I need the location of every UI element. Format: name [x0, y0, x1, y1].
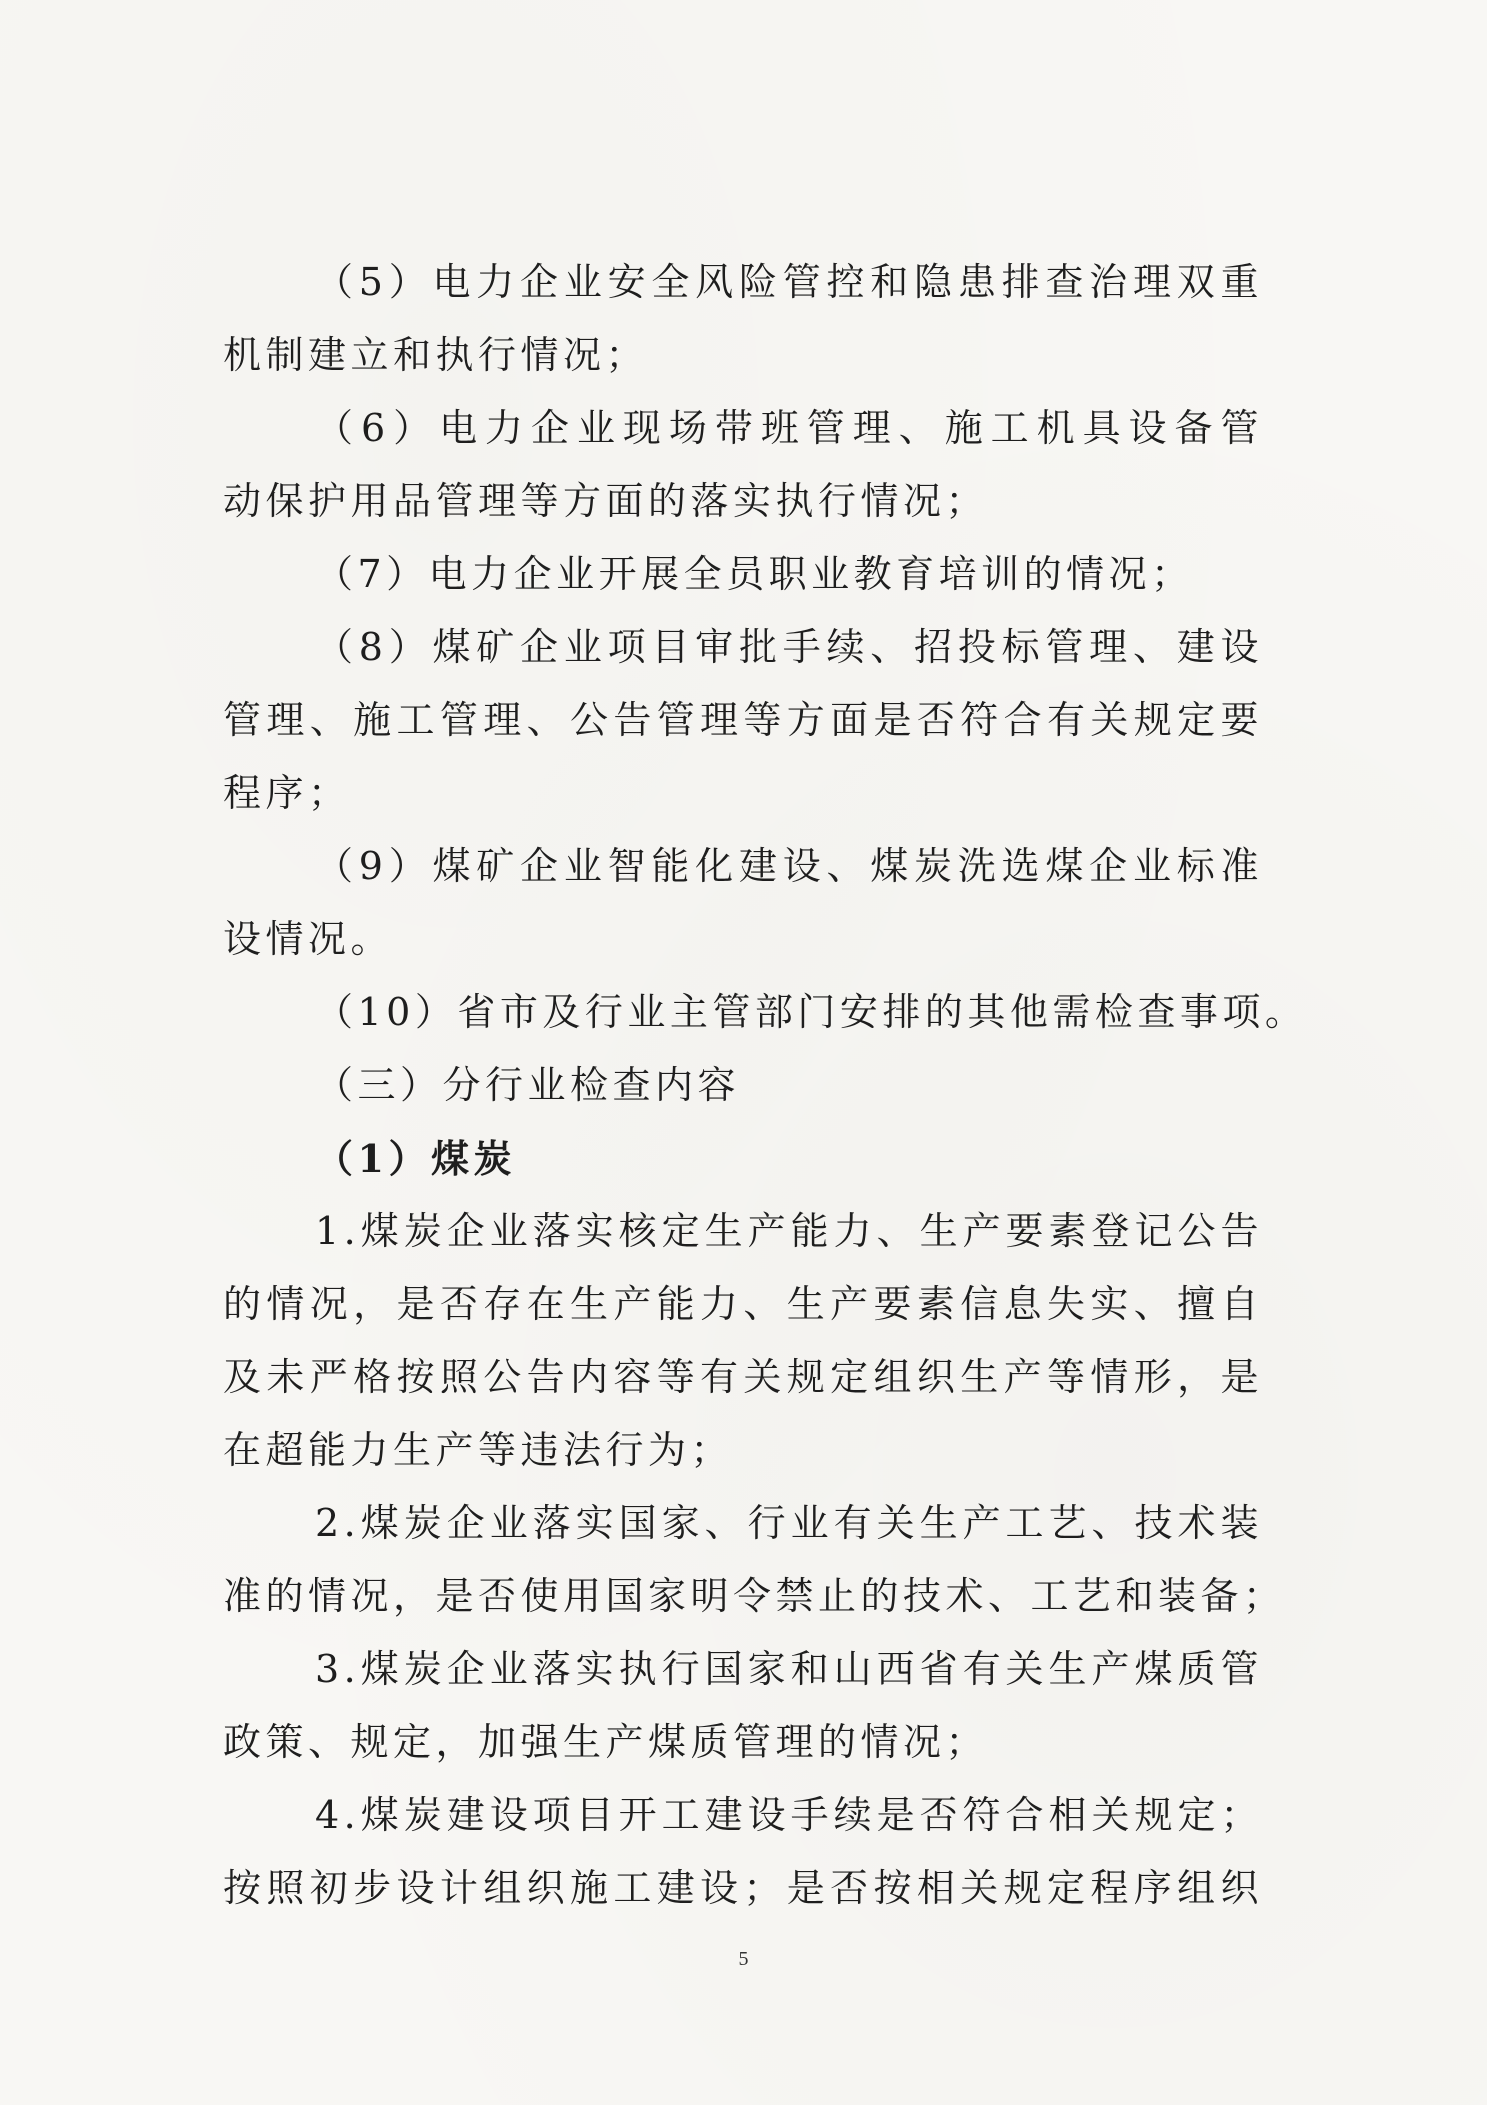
section-heading: （三）分行业检查内容	[315, 1063, 741, 1107]
paragraph-line: 程序；	[223, 771, 351, 815]
paragraph-line: 4.煤炭建设项目开工建设手续是否符合相关规定；	[315, 1793, 1263, 1837]
subsection-heading: （1）煤炭	[315, 1136, 516, 1181]
paragraph-line: （7）电力企业开展全员职业教育培训的情况；	[315, 552, 1194, 596]
paragraph-line: 在超能力生产等违法行为；	[223, 1428, 734, 1472]
paragraph-line: （8）煤矿企业项目审批手续、招投标管理、建设	[315, 625, 1263, 669]
paragraph-line: （10）省市及行业主管部门安排的其他需检查事项。	[315, 990, 1308, 1034]
paragraph-line: 按照初步设计组织施工建设；是否按相关规定程序组织	[223, 1866, 1263, 1910]
paragraph-line: （9）煤矿企业智能化建设、煤炭洗选煤企业标准	[315, 844, 1263, 888]
paragraph-line: 政策、规定，加强生产煤质管理的情况；	[223, 1720, 989, 1764]
paragraph-line: 管理、施工管理、公告管理等方面是否符合有关规定要	[223, 698, 1263, 742]
paragraph-line: 机制建立和执行情况；	[223, 333, 649, 377]
paragraph-line: 准的情况，是否使用国家明令禁止的技术、工艺和装备；	[223, 1574, 1286, 1618]
paragraph-line: 1.煤炭企业落实核定生产能力、生产要素登记公告	[315, 1209, 1263, 1253]
paragraph-line: 及未严格按照公告内容等有关规定组织生产等情形，是	[223, 1355, 1263, 1399]
paragraph-line: 的情况，是否存在生产能力、生产要素信息失实、擅自	[223, 1282, 1263, 1326]
paragraph-line: （5）电力企业安全风险管控和隐患排查治理双重	[315, 260, 1263, 304]
paragraph-line: 3.煤炭企业落实执行国家和山西省有关生产煤质管	[315, 1647, 1263, 1691]
paragraph-line: （6）电力企业现场带班管理、施工机具设备管	[315, 406, 1263, 450]
body-text	[223, 258, 1308, 1937]
paragraph-line: 设情况。	[223, 917, 394, 961]
paragraph-line: 动保护用品管理等方面的落实执行情况；	[223, 479, 989, 523]
page-number: 5	[738, 1948, 749, 1970]
paragraph-line: 2.煤炭企业落实国家、行业有关生产工艺、技术装	[315, 1501, 1263, 1545]
